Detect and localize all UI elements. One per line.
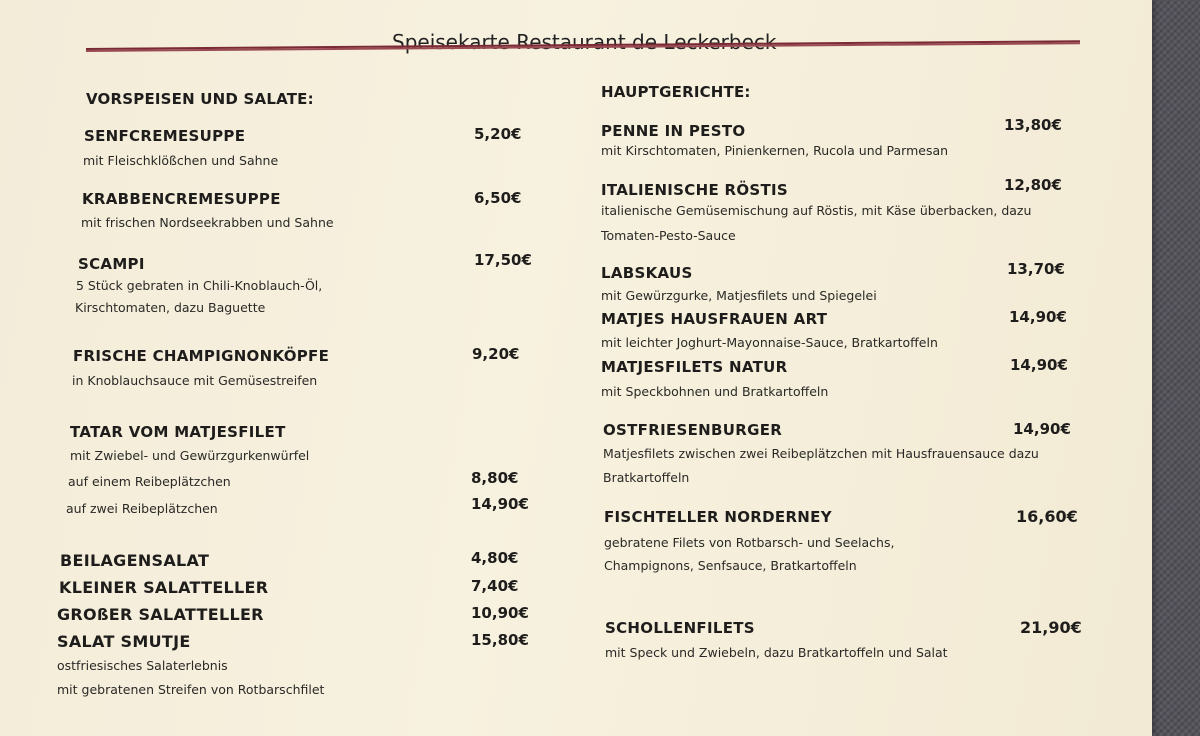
salad-price: 10,90€ bbox=[471, 604, 529, 622]
salad-description: mit gebratenen Streifen von Rotbarschfilet bbox=[57, 682, 325, 697]
dish-description: Champignons, Senfsauce, Bratkartoffeln bbox=[604, 558, 857, 573]
salad-name: SALAT SMUTJE bbox=[57, 632, 191, 651]
dish-description: mit Speckbohnen und Bratkartoffeln bbox=[601, 384, 829, 399]
dish-price: 14,90€ bbox=[1010, 356, 1068, 374]
dish-price: 6,50€ bbox=[474, 189, 522, 207]
dish-name: FRISCHE CHAMPIGNONKÖPFE bbox=[73, 347, 330, 365]
dish-price: 17,50€ bbox=[474, 251, 532, 269]
dish-description: mit Kirschtomaten, Pinienkernen, Rucola und Parmesan bbox=[601, 143, 949, 158]
dish-name: FISCHTELLER NORDERNEY bbox=[604, 508, 832, 526]
dish-price: 13,70€ bbox=[1007, 260, 1065, 278]
salad-name: BEILAGENSALAT bbox=[60, 551, 210, 570]
dish-description: Kirschtomaten, dazu Baguette bbox=[75, 300, 266, 315]
dish-name: MATJES HAUSFRAUEN ART bbox=[601, 310, 828, 328]
menu-title: Speisekarte Restaurant de Leckerbeck bbox=[392, 30, 777, 54]
dish-description: Tomaten-Pesto-Sauce bbox=[601, 228, 736, 243]
dish-name: ITALIENISCHE RÖSTIS bbox=[601, 181, 789, 199]
dish-name: LABSKAUS bbox=[601, 264, 693, 282]
dish-name: OSTFRIESENBURGER bbox=[603, 421, 783, 439]
dish-price: 16,60€ bbox=[1016, 507, 1078, 526]
dish-name: KRABBENCREMESUPPE bbox=[82, 190, 281, 208]
salad-description: ostfriesisches Salaterlebnis bbox=[57, 658, 228, 673]
dish-description: Matjesfilets zwischen zwei Reibeplätzchen mit Hausfrauensauce dazu bbox=[603, 446, 1039, 461]
dish-description: italienische Gemüsemischung auf Röstis, mit Käse überbacken, dazu bbox=[601, 203, 1032, 218]
dish-name: SCAMPI bbox=[78, 255, 145, 273]
dish-price: 9,20€ bbox=[472, 345, 520, 363]
salad-name: KLEINER SALATTELLER bbox=[59, 578, 269, 597]
dish-price: 12,80€ bbox=[1004, 176, 1062, 194]
dish-name: SCHOLLENFILETS bbox=[605, 619, 755, 637]
dish-description: in Knoblauchsauce mit Gemüsestreifen bbox=[72, 373, 318, 388]
dish-name: TATAR VOM MATJESFILET bbox=[70, 423, 286, 441]
dish-price: 14,90€ bbox=[1009, 308, 1067, 326]
option-price: 14,90€ bbox=[471, 495, 529, 513]
option-price: 8,80€ bbox=[471, 469, 519, 487]
dish-name: MATJESFILETS NATUR bbox=[601, 358, 788, 376]
salad-price: 4,80€ bbox=[471, 549, 519, 567]
section-heading-mains: HAUPTGERICHTE: bbox=[601, 83, 751, 101]
dish-description: Bratkartoffeln bbox=[603, 470, 690, 485]
dish-description: mit Fleischklößchen und Sahne bbox=[83, 153, 279, 168]
dish-name: PENNE IN PESTO bbox=[601, 122, 746, 140]
salad-name: GROßER SALATTELLER bbox=[57, 605, 264, 624]
option-label: auf zwei Reibeplätzchen bbox=[66, 501, 218, 516]
section-heading-starters: VORSPEISEN UND SALATE: bbox=[86, 90, 314, 108]
dish-price: 13,80€ bbox=[1004, 116, 1062, 134]
salad-price: 15,80€ bbox=[471, 631, 529, 649]
dish-description: mit Zwiebel- und Gewürzgurkenwürfel bbox=[70, 448, 310, 463]
dish-name: SENFCREMESUPPE bbox=[84, 127, 246, 145]
dish-description: mit leichter Joghurt-Mayonnaise-Sauce, Bratkartoffeln bbox=[601, 335, 938, 350]
dish-price: 21,90€ bbox=[1020, 618, 1082, 637]
dish-description: mit Speck und Zwiebeln, dazu Bratkartoffeln und Salat bbox=[605, 645, 948, 660]
dish-description: 5 Stück gebraten in Chili-Knoblauch-Öl, bbox=[76, 278, 323, 293]
dish-description: mit frischen Nordseekrabben und Sahne bbox=[81, 215, 334, 230]
dish-price: 14,90€ bbox=[1013, 420, 1071, 438]
dish-description: gebratene Filets von Rotbarsch- und Seelachs, bbox=[604, 535, 895, 550]
dish-description: mit Gewürzgurke, Matjesfilets und Spiegelei bbox=[601, 288, 877, 303]
salad-price: 7,40€ bbox=[471, 577, 519, 595]
option-label: auf einem Reibeplätzchen bbox=[68, 474, 231, 489]
dish-price: 5,20€ bbox=[474, 125, 522, 143]
